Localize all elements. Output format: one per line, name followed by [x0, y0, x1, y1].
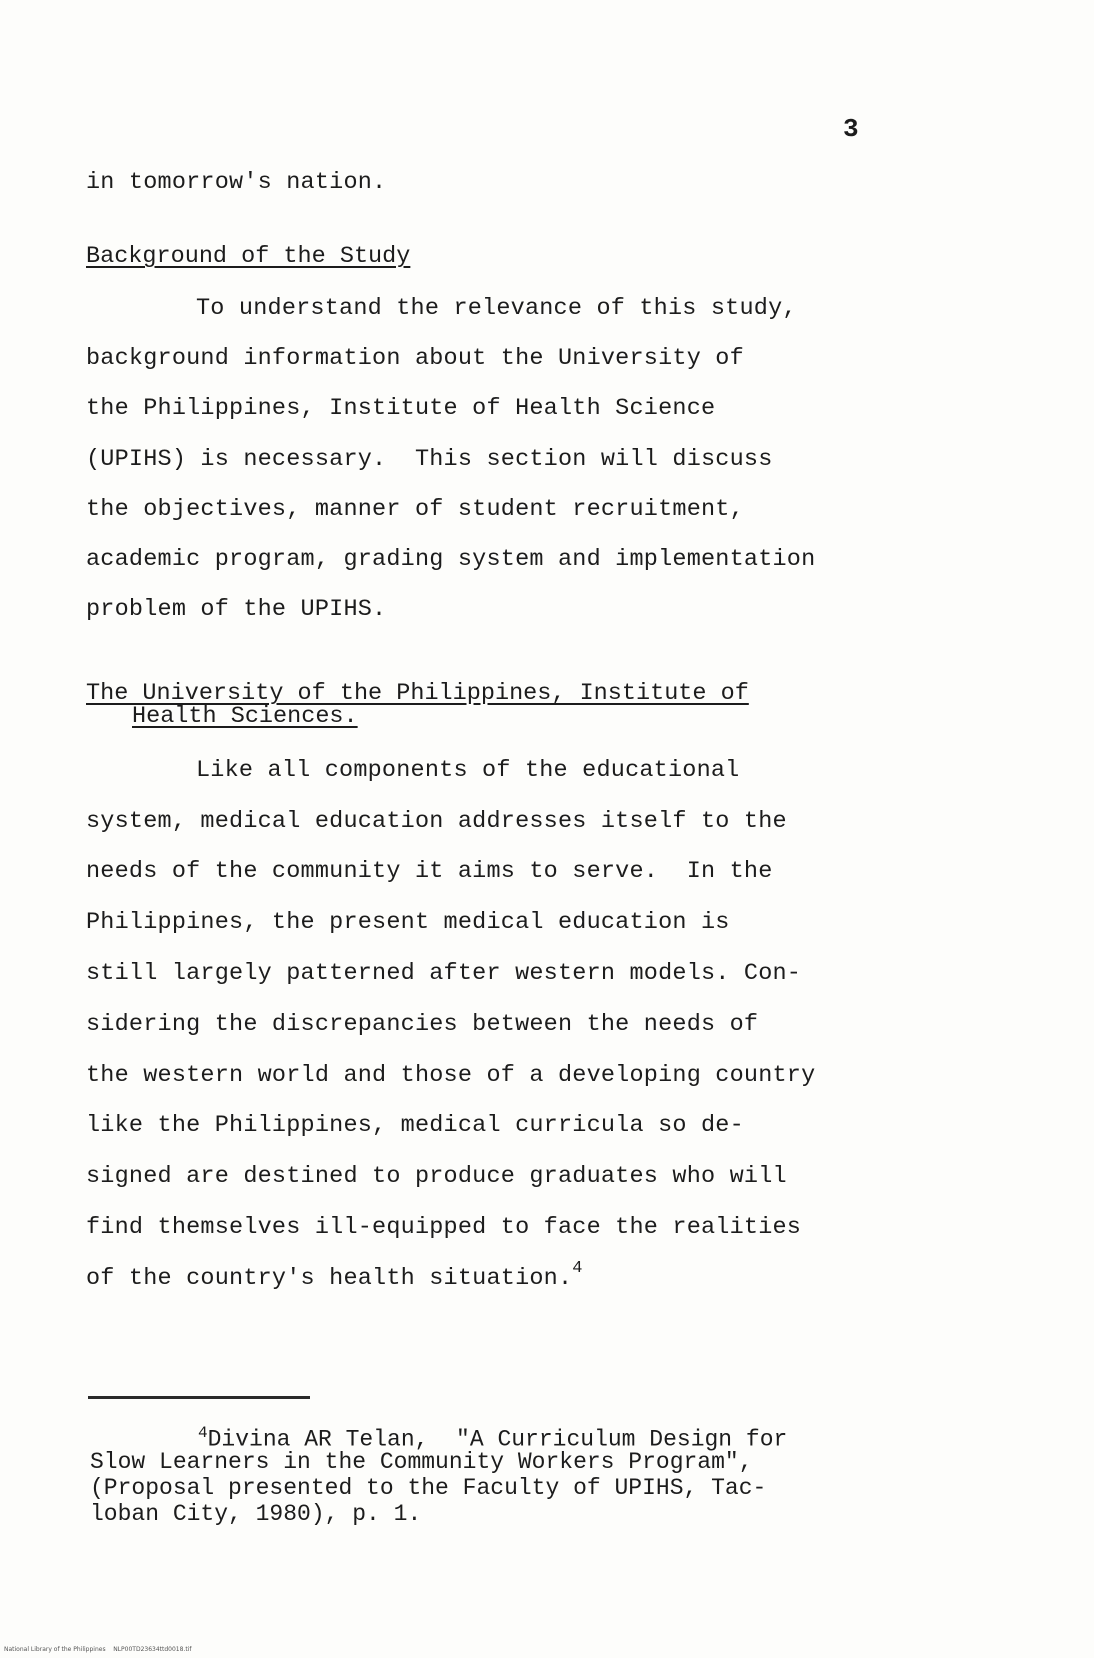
archive-footer: National Library of the Philippines NLP00TD23634ttd0018.tif: [4, 1646, 192, 1653]
footnote-line: [198, 1425, 787, 1452]
section-heading-upihs-line1: The University of the Philippines, Institute of: [86, 680, 749, 707]
footnote-reference: 4: [572, 1259, 583, 1278]
paragraph-line: needs of the community it aims to serve. In the: [86, 858, 773, 885]
footnote-text: Divina AR Telan, "A Curriculum Design for: [207, 1426, 788, 1453]
footnote-line: (Proposal presented to the Faculty of UPIHS, Tac-: [90, 1475, 767, 1501]
paragraph-line: find themselves ill-equipped to face the realities: [86, 1214, 802, 1241]
footnote-marker: 4: [198, 1424, 208, 1442]
paragraph-line: the Philippines, Institute of Health Science: [86, 395, 716, 422]
footnote-line: loban City, 1980), p. 1.: [90, 1501, 422, 1527]
paragraph-line: To understand the relevance of this study,: [196, 295, 797, 322]
page-number: 3: [843, 114, 859, 144]
opening-line: in tomorrow's nation.: [86, 169, 387, 196]
section-heading-upihs-line2: Health Sciences.: [132, 703, 358, 730]
paragraph-last-line: [86, 1259, 583, 1292]
footnote-separator: [88, 1396, 310, 1399]
section-heading-background: Background of the Study: [86, 243, 411, 270]
paragraph-line: the objectives, manner of student recruitment,: [86, 496, 744, 523]
paragraph-line: Like all components of the educational: [196, 757, 740, 784]
paragraph-line: sidering the discrepancies between the needs of: [86, 1011, 759, 1038]
paragraph-line: (UPIHS) is necessary. This section will discuss: [86, 446, 773, 473]
paragraph-line: background information about the University of: [86, 345, 744, 372]
paragraph-line: problem of the UPIHS.: [86, 596, 387, 623]
paragraph-line: Philippines, the present medical education is: [86, 909, 730, 936]
paragraph-line: like the Philippines, medical curricula so de-: [86, 1112, 744, 1139]
paragraph-line-text: of the country's health situation.: [86, 1265, 573, 1292]
paragraph-line: academic program, grading system and implementation: [86, 546, 816, 573]
paragraph-line: system, medical education addresses itself to the: [86, 808, 787, 835]
paragraph-line: still largely patterned after western models. Con-: [86, 960, 802, 987]
paragraph-line: the western world and those of a developing country: [86, 1062, 816, 1089]
footnote-line: Slow Learners in the Community Workers Program",: [90, 1449, 753, 1475]
paragraph-line: signed are destined to produce graduates who will: [86, 1163, 787, 1190]
